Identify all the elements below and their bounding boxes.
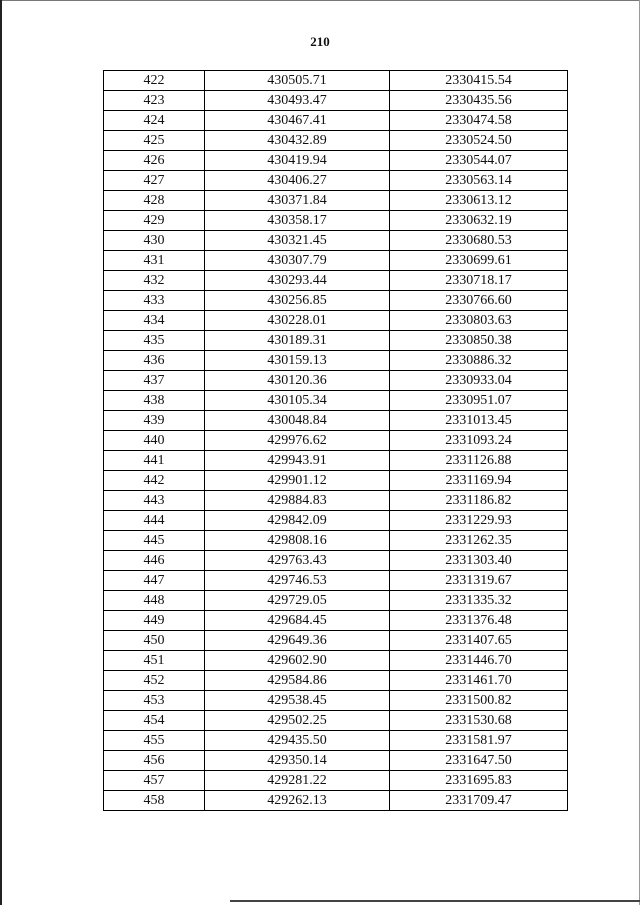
x-coordinate-cell: 430358.17 xyxy=(205,211,390,231)
table-row xyxy=(104,131,568,151)
x-coordinate-cell: 430105.34 xyxy=(205,391,390,411)
table-row xyxy=(104,371,568,391)
scan-edge-top xyxy=(0,0,640,1)
table-row xyxy=(104,751,568,771)
table-row xyxy=(104,571,568,591)
y-coordinate-cell: 2331013.45 xyxy=(390,411,568,431)
x-coordinate-cell: 429684.45 xyxy=(205,611,390,631)
y-coordinate-cell: 2330474.58 xyxy=(390,111,568,131)
point-number-cell: 447 xyxy=(104,571,205,591)
y-coordinate-cell: 2330933.04 xyxy=(390,371,568,391)
x-coordinate-cell: 430406.27 xyxy=(205,171,390,191)
x-coordinate-cell: 430256.85 xyxy=(205,291,390,311)
point-number-cell: 448 xyxy=(104,591,205,611)
x-coordinate-cell: 430120.36 xyxy=(205,371,390,391)
x-coordinate-cell: 429262.13 xyxy=(205,791,390,811)
point-number-cell: 457 xyxy=(104,771,205,791)
y-coordinate-cell: 2331407.65 xyxy=(390,631,568,651)
table-row xyxy=(104,731,568,751)
scan-edge-left xyxy=(0,0,2,905)
point-number-cell: 437 xyxy=(104,371,205,391)
table-row xyxy=(104,251,568,271)
table-row xyxy=(104,611,568,631)
x-coordinate-cell: 430048.84 xyxy=(205,411,390,431)
table-row xyxy=(104,91,568,111)
coordinates-table-body xyxy=(104,71,568,811)
table-row xyxy=(104,711,568,731)
x-coordinate-cell: 429649.36 xyxy=(205,631,390,651)
point-number-cell: 442 xyxy=(104,471,205,491)
point-number-cell: 452 xyxy=(104,671,205,691)
point-number-cell: 439 xyxy=(104,411,205,431)
table-row xyxy=(104,311,568,331)
point-number-cell: 427 xyxy=(104,171,205,191)
y-coordinate-cell: 2330766.60 xyxy=(390,291,568,311)
x-coordinate-cell: 430293.44 xyxy=(205,271,390,291)
table-row xyxy=(104,591,568,611)
y-coordinate-cell: 2330435.56 xyxy=(390,91,568,111)
table-row xyxy=(104,211,568,231)
table-row xyxy=(104,631,568,651)
table-row xyxy=(104,491,568,511)
x-coordinate-cell: 430228.01 xyxy=(205,311,390,331)
point-number-cell: 436 xyxy=(104,351,205,371)
table-row xyxy=(104,351,568,371)
x-coordinate-cell: 429502.25 xyxy=(205,711,390,731)
table-row xyxy=(104,111,568,131)
x-coordinate-cell: 429435.50 xyxy=(205,731,390,751)
point-number-cell: 424 xyxy=(104,111,205,131)
x-coordinate-cell: 430321.45 xyxy=(205,231,390,251)
table-row xyxy=(104,231,568,251)
point-number-cell: 454 xyxy=(104,711,205,731)
table-row xyxy=(104,771,568,791)
y-coordinate-cell: 2330415.54 xyxy=(390,71,568,91)
point-number-cell: 431 xyxy=(104,251,205,271)
point-number-cell: 422 xyxy=(104,71,205,91)
y-coordinate-cell: 2331709.47 xyxy=(390,791,568,811)
point-number-cell: 458 xyxy=(104,791,205,811)
y-coordinate-cell: 2330632.19 xyxy=(390,211,568,231)
y-coordinate-cell: 2330803.63 xyxy=(390,311,568,331)
x-coordinate-cell: 430419.94 xyxy=(205,151,390,171)
x-coordinate-cell: 429943.91 xyxy=(205,451,390,471)
point-number-cell: 440 xyxy=(104,431,205,451)
point-number-cell: 444 xyxy=(104,511,205,531)
y-coordinate-cell: 2331303.40 xyxy=(390,551,568,571)
y-coordinate-cell: 2330718.17 xyxy=(390,271,568,291)
y-coordinate-cell: 2330680.53 xyxy=(390,231,568,251)
x-coordinate-cell: 429281.22 xyxy=(205,771,390,791)
point-number-cell: 428 xyxy=(104,191,205,211)
y-coordinate-cell: 2331647.50 xyxy=(390,751,568,771)
y-coordinate-cell: 2330699.61 xyxy=(390,251,568,271)
y-coordinate-cell: 2330951.07 xyxy=(390,391,568,411)
table-row xyxy=(104,511,568,531)
point-number-cell: 434 xyxy=(104,311,205,331)
x-coordinate-cell: 429808.16 xyxy=(205,531,390,551)
point-number-cell: 429 xyxy=(104,211,205,231)
table-row xyxy=(104,651,568,671)
table-row xyxy=(104,451,568,471)
point-number-cell: 433 xyxy=(104,291,205,311)
scan-edge-bottom xyxy=(230,900,640,902)
point-number-cell: 445 xyxy=(104,531,205,551)
y-coordinate-cell: 2331262.35 xyxy=(390,531,568,551)
y-coordinate-cell: 2331446.70 xyxy=(390,651,568,671)
x-coordinate-cell: 429746.53 xyxy=(205,571,390,591)
point-number-cell: 441 xyxy=(104,451,205,471)
table-row xyxy=(104,291,568,311)
table-row xyxy=(104,191,568,211)
table-row xyxy=(104,151,568,171)
table-row xyxy=(104,411,568,431)
point-number-cell: 443 xyxy=(104,491,205,511)
y-coordinate-cell: 2331695.83 xyxy=(390,771,568,791)
x-coordinate-cell: 430371.84 xyxy=(205,191,390,211)
y-coordinate-cell: 2331335.32 xyxy=(390,591,568,611)
table-row xyxy=(104,471,568,491)
y-coordinate-cell: 2331186.82 xyxy=(390,491,568,511)
x-coordinate-cell: 429602.90 xyxy=(205,651,390,671)
x-coordinate-cell: 430467.41 xyxy=(205,111,390,131)
x-coordinate-cell: 429901.12 xyxy=(205,471,390,491)
point-number-cell: 423 xyxy=(104,91,205,111)
table-row xyxy=(104,171,568,191)
point-number-cell: 450 xyxy=(104,631,205,651)
table-row xyxy=(104,331,568,351)
point-number-cell: 425 xyxy=(104,131,205,151)
table-row xyxy=(104,71,568,91)
table-row xyxy=(104,431,568,451)
y-coordinate-cell: 2331581.97 xyxy=(390,731,568,751)
table-row xyxy=(104,671,568,691)
table-row xyxy=(104,391,568,411)
y-coordinate-cell: 2330544.07 xyxy=(390,151,568,171)
y-coordinate-cell: 2330524.50 xyxy=(390,131,568,151)
point-number-cell: 435 xyxy=(104,331,205,351)
y-coordinate-cell: 2331500.82 xyxy=(390,691,568,711)
y-coordinate-cell: 2330850.38 xyxy=(390,331,568,351)
table-row xyxy=(104,691,568,711)
point-number-cell: 456 xyxy=(104,751,205,771)
point-number-cell: 453 xyxy=(104,691,205,711)
x-coordinate-cell: 429584.86 xyxy=(205,671,390,691)
point-number-cell: 438 xyxy=(104,391,205,411)
point-number-cell: 446 xyxy=(104,551,205,571)
y-coordinate-cell: 2330886.32 xyxy=(390,351,568,371)
coordinates-table xyxy=(103,70,568,811)
x-coordinate-cell: 429729.05 xyxy=(205,591,390,611)
y-coordinate-cell: 2331169.94 xyxy=(390,471,568,491)
y-coordinate-cell: 2331319.67 xyxy=(390,571,568,591)
point-number-cell: 455 xyxy=(104,731,205,751)
x-coordinate-cell: 429538.45 xyxy=(205,691,390,711)
x-coordinate-cell: 430493.47 xyxy=(205,91,390,111)
point-number-cell: 449 xyxy=(104,611,205,631)
y-coordinate-cell: 2331093.24 xyxy=(390,431,568,451)
y-coordinate-cell: 2331461.70 xyxy=(390,671,568,691)
y-coordinate-cell: 2331376.48 xyxy=(390,611,568,631)
y-coordinate-cell: 2331126.88 xyxy=(390,451,568,471)
point-number-cell: 451 xyxy=(104,651,205,671)
table-row xyxy=(104,271,568,291)
x-coordinate-cell: 430159.13 xyxy=(205,351,390,371)
x-coordinate-cell: 430505.71 xyxy=(205,71,390,91)
x-coordinate-cell: 430432.89 xyxy=(205,131,390,151)
page-number: 210 xyxy=(310,34,330,49)
x-coordinate-cell: 430189.31 xyxy=(205,331,390,351)
point-number-cell: 426 xyxy=(104,151,205,171)
x-coordinate-cell: 429763.43 xyxy=(205,551,390,571)
point-number-cell: 432 xyxy=(104,271,205,291)
x-coordinate-cell: 429350.14 xyxy=(205,751,390,771)
x-coordinate-cell: 429976.62 xyxy=(205,431,390,451)
y-coordinate-cell: 2331530.68 xyxy=(390,711,568,731)
x-coordinate-cell: 429842.09 xyxy=(205,511,390,531)
x-coordinate-cell: 429884.83 xyxy=(205,491,390,511)
table-row xyxy=(104,791,568,811)
y-coordinate-cell: 2330613.12 xyxy=(390,191,568,211)
table-row xyxy=(104,531,568,551)
table-row xyxy=(104,551,568,571)
y-coordinate-cell: 2331229.93 xyxy=(390,511,568,531)
x-coordinate-cell: 430307.79 xyxy=(205,251,390,271)
y-coordinate-cell: 2330563.14 xyxy=(390,171,568,191)
point-number-cell: 430 xyxy=(104,231,205,251)
